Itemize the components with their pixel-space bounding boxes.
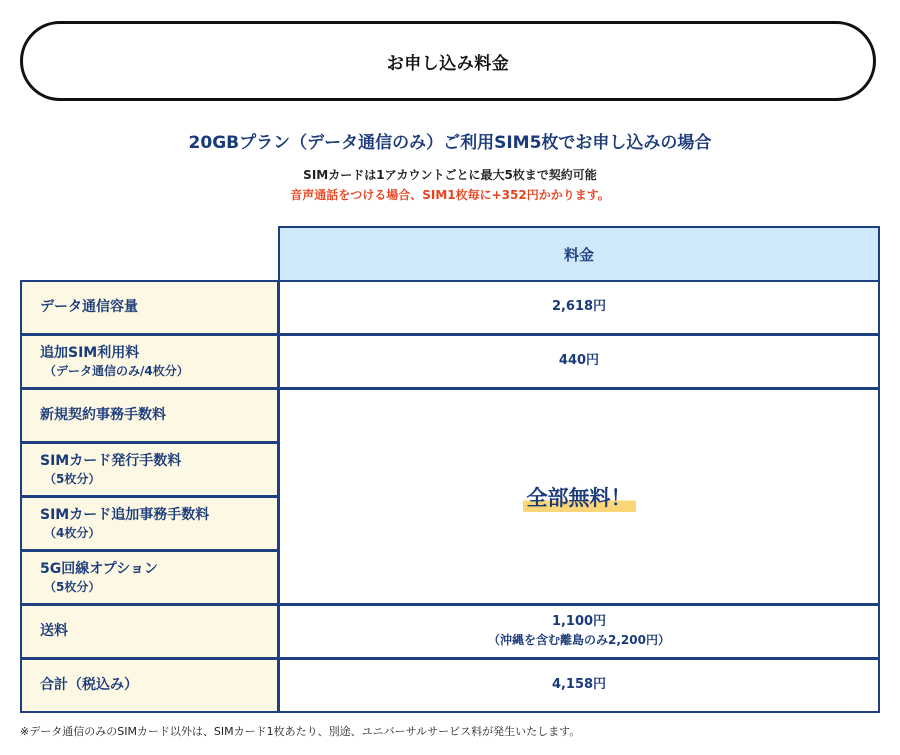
row-value: 2,618円 [551, 299, 607, 315]
section-title: お申し込み料金 [386, 53, 510, 74]
row-label-shipping [20, 604, 279, 659]
row-label-sim-issue-fee [20, 442, 279, 497]
row-value: 440円 [558, 353, 600, 369]
row-label-sim-additional-fee [20, 496, 279, 551]
voice-option-warning: 音声通話をつける場合、SIM1枚毎に+352円かかります。 [290, 188, 610, 202]
free-of-charge-cell [278, 388, 880, 605]
row-label-5g-option [20, 550, 279, 605]
row-value-data-capacity [278, 280, 880, 335]
row-label-sub: （4枚分） [44, 525, 101, 540]
row-label-new-contract-fee [20, 388, 279, 443]
row-label: 追加SIM利用料 [40, 344, 140, 361]
pricing-table [20, 226, 880, 714]
row-value-additional-sim [278, 334, 880, 389]
row-label: 合計（税込み） [40, 677, 138, 694]
row-label-sub: （5枚分） [44, 579, 101, 594]
row-label: 新規契約事務手数料 [40, 407, 166, 424]
row-label-total [20, 658, 279, 713]
row-label-sub: （データ通信のみ/4枚分） [44, 363, 189, 378]
row-label: 5G回線オプション [40, 560, 158, 577]
price-column-header-label: 料金 [563, 245, 594, 264]
row-label: データ通信容量 [40, 299, 138, 316]
row-label-data-capacity [20, 280, 279, 335]
universal-service-footnote: ※データ通信のみのSIMカード以外は、SIMカード1枚あたり、別途、ユニバーサルサービス料が発生いたします。 [20, 725, 581, 738]
plan-title: 20GBプラン（データ通信のみ）ご利用SIM5枚でお申し込みの場合 [188, 133, 712, 153]
row-label: 送料 [40, 623, 68, 640]
price-column-header [278, 226, 880, 282]
sim-limit-note: SIMカードは1アカウントごとに最大5枚まで契約可能 [303, 168, 597, 182]
row-value-total [278, 658, 880, 713]
free-of-charge-label: 全部無料！ [523, 482, 636, 512]
row-label: SIMカード追加事務手数料 [40, 506, 210, 523]
row-label-sub: （5枚分） [44, 471, 101, 486]
row-label-additional-sim [20, 334, 279, 389]
row-label: SIMカード発行手数料 [40, 452, 182, 469]
section-title-banner [20, 21, 876, 101]
row-value: 4,158円 [551, 677, 607, 693]
row-value: 1,100円 [551, 614, 607, 630]
row-value-shipping [278, 604, 880, 659]
row-value-sub: （沖縄を含む離島のみ2,200円） [488, 633, 670, 648]
